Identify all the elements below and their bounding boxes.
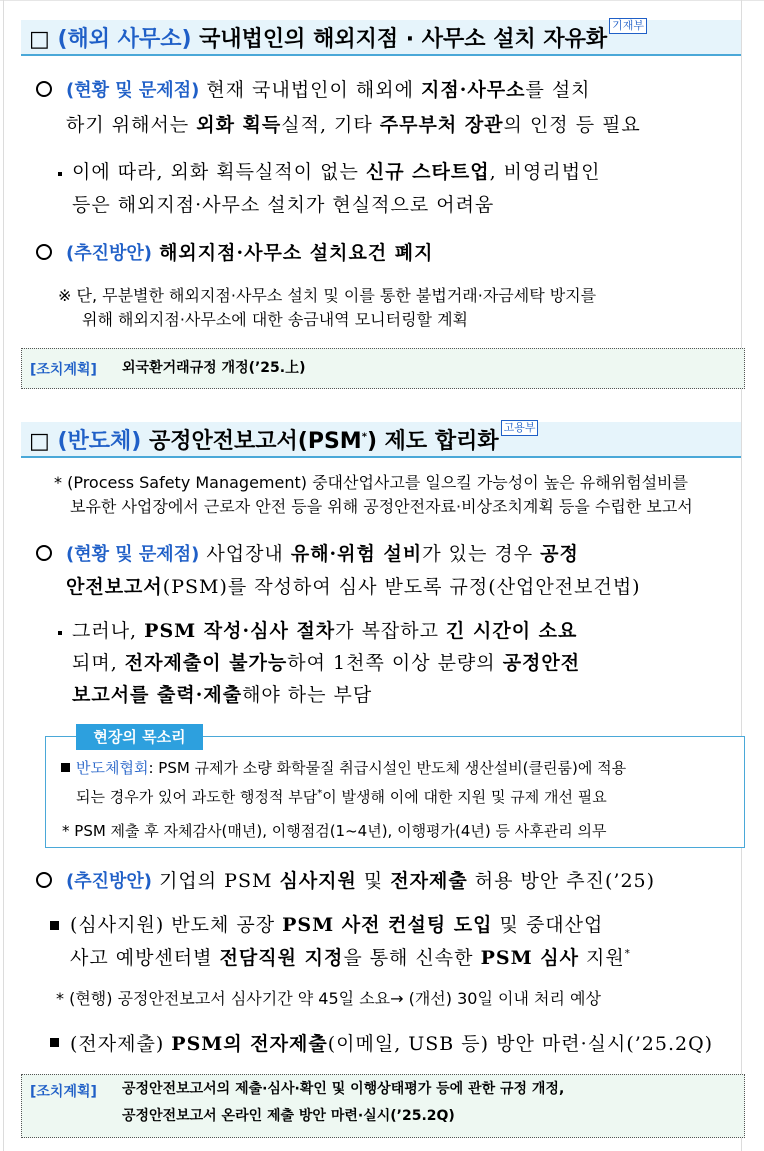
- action-plan-box: [21, 348, 745, 389]
- issue-line-1: 그러나, PSM 작성·심사 절차가 복잡하고 긴 시간이 소요: [72, 620, 578, 642]
- voice-note: * PSM 제출 후 자체감사(매년), 이행점검(1~4년), 이행평가(4년) 등 사후관리 의무: [62, 822, 607, 840]
- issue-line-1: 이에 따라, 외화 획득실적이 없는 신규 스타트업, 비영리법인: [72, 161, 601, 183]
- voice-line-2: 되는 경우가 있어 과도한 행정적 부담*이 발생해 이에 대한 지원 및 규제 개선 필요: [76, 788, 607, 806]
- status-line-1: (현황 및 문제점) 사업장내 유해·위험 설비가 있는 경우 공정: [66, 543, 579, 565]
- status-line-1: (현황 및 문제점) 현재 국내법인이 해외에 지점·사무소를 설치: [66, 79, 591, 101]
- plan-direction: (추진방안) 해외지점·사무소 설치요건 폐지: [66, 242, 434, 264]
- status-line-2: 안전보고서(PSM)를 작성하여 심사 받도록 규정(산업안전보건법): [66, 576, 641, 598]
- field-voice-title: 현장의 목소리: [76, 724, 203, 750]
- circle-bullet: [36, 872, 52, 888]
- ministry-badge: 고용부: [501, 420, 539, 436]
- action-plan-line-1: 공정안전보고서의 제출·심사·확인 및 이행상태평가 등에 관한 규정 개정,: [122, 1081, 565, 1097]
- footnote-line-1: * (Process Safety Management) 중대산업사고를 일으킬 가능성이 높은 유해위험설비를: [54, 473, 688, 492]
- e-submission-line: (전자제출) PSM의 전자제출(이메일, USB 등) 방안 마련·실시(’25.2Q): [70, 1033, 714, 1055]
- square-bullet: [61, 763, 70, 772]
- circle-bullet: [36, 81, 52, 97]
- section-tag: (해외 사무소): [57, 27, 192, 52]
- dot-bullet: [58, 172, 62, 176]
- circle-bullet: [36, 545, 52, 561]
- ministry-badge: 기재부: [609, 18, 647, 34]
- checkbox-glyph: □: [29, 429, 50, 454]
- right-margin-line: [741, 0, 742, 1151]
- section-tag: (반도체): [57, 429, 142, 454]
- section-title-text: 공정안전보고서(PSM: [149, 429, 362, 454]
- action-plan-label: [조치계획]: [30, 1084, 97, 1100]
- section-title: [29, 19, 647, 53]
- issue-line-3: 보고서를 출력·제출해야 하는 부담: [72, 684, 373, 706]
- plan-direction: (추진방안) 기업의 PSM 심사지원 및 전자제출 허용 방안 추진(’25): [66, 870, 656, 892]
- support-note: * (현행) 공정안전보고서 심사기간 약 45일 소요→ (개선) 30일 이내 처리 예상: [56, 989, 601, 1008]
- left-margin-line: [3, 0, 4, 1151]
- section-header-overseas: [21, 20, 741, 56]
- dot-bullet: [58, 631, 62, 635]
- support-line-2: 사고 예방센터별 전담직원 지정을 통해 신속한 PSM 심사 지원*: [70, 947, 631, 969]
- note-line-1: ※ 단, 무분별한 해외지점·사무소 설치 및 이를 통한 불법거래·자금세탁 방지를: [58, 286, 597, 305]
- support-line-1: (심사지원) 반도체 공장 PSM 사전 컨설팅 도입 및 중대산업: [70, 914, 604, 936]
- section-title-text: 국내법인의 해외지점 · 사무소 설치 자유화: [199, 27, 608, 52]
- action-plan-label: [조치계획]: [30, 362, 97, 378]
- square-bullet: [50, 1038, 59, 1047]
- section-title: □ (반도체) 공정안전보고서(PSM*) 제도 합리화고용부: [29, 424, 538, 455]
- action-plan-text: 외국환거래규정 개정(’25.上): [122, 360, 306, 376]
- checkbox-glyph: □: [29, 27, 50, 52]
- square-bullet: [50, 921, 59, 930]
- top-rule: [0, 0, 764, 1]
- action-plan-line-2: 공정안전보고서 온라인 제출 방안 마련·실시(’25.2Q): [122, 1108, 455, 1124]
- footnote-line-2: 보유한 사업장에서 근로자 안전 등을 위해 공정안전자료·비상조치계획 등을 수립한 보고서: [70, 497, 693, 516]
- circle-bullet: [36, 244, 52, 260]
- action-plan-box: [21, 1074, 745, 1138]
- section-header-semiconductor: [21, 422, 741, 458]
- issue-line-2: 등은 해외지점·사무소 설치가 현실적으로 어려움: [72, 194, 495, 216]
- voice-line-1: 반도체협회: PSM 규제가 소량 화학물질 취급시설인 반도체 생산설비(클린룸)에 적용: [76, 759, 627, 777]
- status-line-2: 하기 위해서는 외화 획득실적, 기타 주무부처 장관의 인정 등 필요: [66, 114, 641, 136]
- note-line-2: 위해 해외지점·사무소에 대한 송금내역 모니터링할 계획: [82, 310, 469, 329]
- issue-line-2: 되며, 전자제출이 불가능하여 1천쪽 이상 분량의 공정안전: [72, 652, 581, 674]
